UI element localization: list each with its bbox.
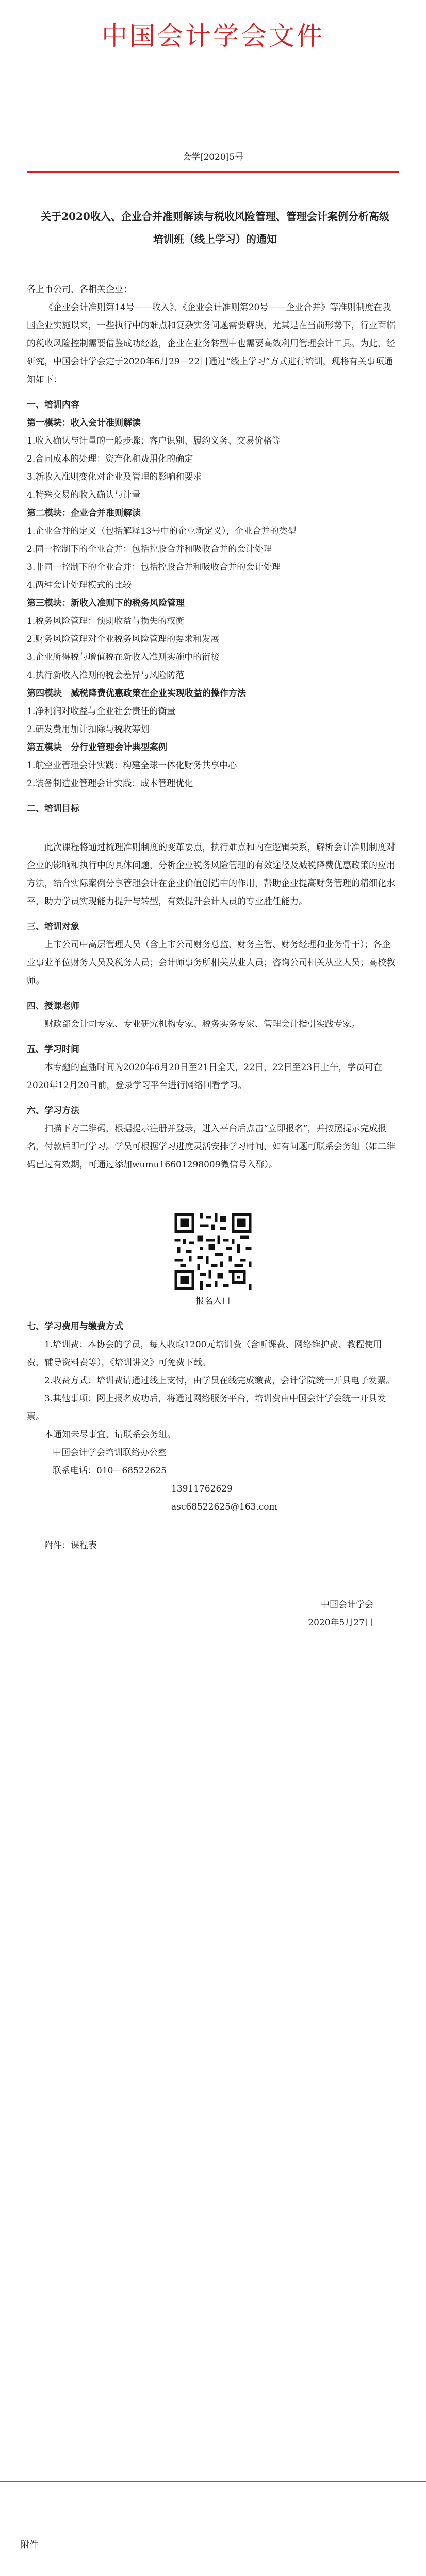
document-number: 会学[2020]5号 xyxy=(182,152,244,162)
intro-paragraph: 《企业会计准则第14号——收入》、《企业会计准则第20号——企业合并》等准则制度在我国企业实施以来，一些执行中的难点和复杂实务问题需要解决，尤其是在当前形势下，行业面临的税收风险控制需要借鉴成功经验，企业在业务转型中也需要高效利用管理会计工具。为此，经研究，中国会计学会定于2020年6月29—22日通过“线上学习”方式进行培训，现将有关事项通知如下： xyxy=(27,302,395,385)
section-heading-teachers: 四、授课老师 xyxy=(27,1001,79,1011)
module-3-item: 2.财务风险管理对企业税务风险管理的要求和发展 xyxy=(27,634,220,645)
module-4-title: 第四模块 减税降费优惠政策在企业实现收益的操作方法 xyxy=(27,688,246,699)
section-heading-method: 六、学习方法 xyxy=(27,1106,79,1116)
module-4-item: 1.净利润对收益与企业社会责任的衡量 xyxy=(27,706,176,717)
page-divider xyxy=(0,2481,426,2482)
module-4-item: 2.研发费用加计扣除与税收筹划 xyxy=(27,724,150,735)
salutation: 各上市公司、各相关企业： xyxy=(27,284,132,295)
module-5-title: 第五模块 分行业管理会计典型案例 xyxy=(27,742,167,753)
qr-code-icon[interactable] xyxy=(172,1210,254,1293)
module-5-item: 2.装备制造业管理会计实践：成本管理优化 xyxy=(27,778,193,789)
signature-org: 中国会计学会 xyxy=(321,1600,373,1610)
notice-title: 关于2020收入、企业合并准则解读与税收风险管理、管理会计案例分析高级培训班（线上学习）的通知 xyxy=(41,210,389,245)
contact-mobile: 13911762629 xyxy=(171,1484,233,1494)
module-2-title: 第二模块：企业合并准则解读 xyxy=(27,508,141,518)
module-1-item: 2.合同成本的处理：资产化和费用化的确定 xyxy=(27,454,193,464)
teachers-paragraph: 财政部会计司专家、专业研究机构专家、税务实务专家、管理会计指引实践专家。 xyxy=(44,1019,360,1029)
signature-date: 2020年5月27日 xyxy=(308,1618,373,1628)
module-3-title: 第三模块：新收入准则下的税务风险管理 xyxy=(27,598,185,608)
fee-item: 3.其他事项：网上报名成功后，将通过网络服务平台，培训费由中国会计学会统一开具发票。 xyxy=(27,1394,386,1422)
section-heading-audience: 三、培训对象 xyxy=(27,922,79,932)
document-header-title: 中国会计学会文件 xyxy=(102,21,324,51)
module-5-item: 1.航空业管理会计实践：构建全球一体化财务共享中心 xyxy=(27,760,237,771)
module-2-item: 2.同一控制下的企业合并：包括控股合并和吸收合并的会计处理 xyxy=(27,544,272,554)
module-2-item: 4.两种会计处理模式的比较 xyxy=(27,580,132,590)
attachment-line: 附件：课程表 xyxy=(44,1540,97,1551)
module-1-item: 1.收入确认与计量的一般步骤；客户识别、履约义务、交易价格等 xyxy=(27,436,281,446)
appendix-label: 附件 xyxy=(21,2540,38,2550)
audience-paragraph: 上市公司中高层管理人员（含上市公司财务总监、财务主管、财务经理和业务骨干）；各企业事业单位财务人员及税务人员；会计师事务所相关从业人员；咨询公司相关从业人员；高校教师。 xyxy=(27,940,395,986)
module-3-item: 3.企业所得税与增值税在新收入准则实施中的衔接 xyxy=(27,652,220,663)
notice-body xyxy=(27,281,399,1632)
module-1-item: 4.特殊交易的收入确认与计量 xyxy=(27,490,141,500)
fee-item: 1.培训费：本协会的学员，每人收取1200元培训费（含听课费、网络维护费、教程使用费、辅导资料费等），《培训讲义》可免费下载。 xyxy=(27,1340,382,1368)
section-heading-schedule: 五、学习时间 xyxy=(27,1044,79,1055)
section-heading-fees: 七、学习费用与缴费方式 xyxy=(27,1321,123,1332)
module-3-item: 1.税务风险管理：预期收益与损失的权衡 xyxy=(27,616,185,626)
contact-office: 中国会计学会培训联络办公室 xyxy=(53,1448,167,1458)
qr-caption: 报名入口 xyxy=(195,1296,231,1307)
module-3-item: 4.执行新收入准则的税会差异与风险防范 xyxy=(27,670,185,681)
section-heading-content: 一、培训内容 xyxy=(27,400,79,410)
schedule-paragraph: 本专题的直播时间为2020年6月20日至21日全天，22日，22日至23日上午，学员可在2020年12月20日前，登录学习平台进行网络回看学习。 xyxy=(27,1062,383,1091)
contact-phone: 联系电话：010—68522625 xyxy=(53,1466,167,1476)
module-2-item: 3.非同一控制下的企业合并：包括控股合并和吸收合并的会计处理 xyxy=(27,562,281,572)
section-heading-goals: 二、培训目标 xyxy=(27,804,79,814)
fee-item: 2.收费方式：培训费请通过线上支付，由学员在线完成缴费，会计学院统一开具电子发票。 xyxy=(44,1376,395,1386)
module-1-item: 3.新收入准则变化对企业及管理的影响和要求 xyxy=(27,472,202,482)
method-paragraph: 扫描下方二维码，根据提示注册并登录，进入平台后点击“立即报名”，并按照提示完成报名，付款后即可学习。学员可根据学习进度灵活安排学习时间，如有问题可联系会务组（如二维码已过有效期，可通过添加wumu16601298009微信号入群）。 xyxy=(27,1124,395,1170)
module-1-title: 第一模块：收入会计准则解读 xyxy=(27,418,141,428)
fee-item: 本通知未尽事宜，请联系会务组。 xyxy=(44,1430,176,1440)
red-divider xyxy=(27,171,399,173)
goals-paragraph: 此次课程将通过梳理准则制度的变革要点，执行难点和内在逻辑关系，解析会计准则制度对企业的影响和执行中的具体问题，分析企业税务风险管理的有效途径及减税降费优惠政策的应用方法，结合实际案例分享管理会计在企业价值创造中的作用，帮助企业提高财务管理的精细化水平，助力学员实现能力提升与转型，有效提升会计人员的专业胜任能力。 xyxy=(27,842,395,907)
module-2-item: 1.企业合并的定义（包括解释13号中的企业新定义），企业合并的类型 xyxy=(27,526,297,536)
contact-email[interactable]: asc68522625@163.com xyxy=(171,1502,277,1512)
